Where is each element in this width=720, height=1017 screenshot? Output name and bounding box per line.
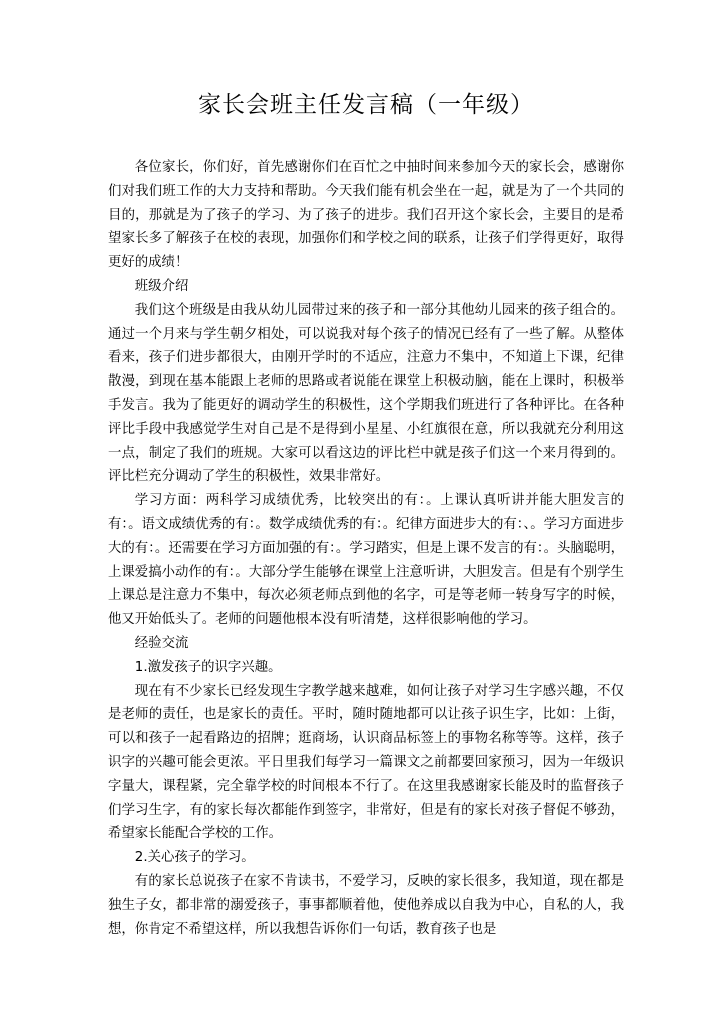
section-heading-class-intro: 班级介绍: [134, 278, 189, 294]
intro-paragraph: 各位家长，你们好，首先感谢你们在百忙之中抽时间来参加今天的家长会，感谢你们对我们班工作的大力支持和帮助。今天我们能有机会坐在一起，就是为了一个共同的目的，那就是为了孩子的学习、为了孩子的进步。我们召开这个家长会，主要目的是希望家长多了解孩子在校的表现，加强你们和学校之间的联系，让孩子们学得更好，取得更好的成绩！: [108, 160, 624, 271]
study-paragraph: 学习方面：两科学习成绩优秀，比较突出的有：。上课认真听讲并能大胆发言的有：。语文成绩优秀的有：。数学成绩优秀的有：。纪律方面进步大的有：、。学习方面进步大的有：。还需要在学习方面加强的有：。学习踏实，但是上课不发言的有：。头脑聪明，上课爱搞小动作的有：。大部分学生能够在课堂上注意听讲，大胆发言。但是有个别学生上课总是注意力不集中，每次必须老师点到他的名字，可是等老师一转身写字的时候，他又开始低头了。老师的问题他根本没有听清楚，这样很影响他的学习。: [108, 493, 624, 628]
section-heading-experience: 经验交流: [134, 635, 189, 651]
literacy-paragraph: 现在有不少家长已经发现生字教学越来越难，如何让孩子对学习生字感兴趣，不仅是老师的责任，也是家长的责任。平时，随时随地都可以让孩子识生字，比如：上街，可以和孩子一起看路边的招牌；逛商场，认识商品标签上的事物名称等等。这样，孩子识字的兴趣可能会更浓。平日里我们每学习一篇课文之前都要回家预习，因为一年级识字量大，课程紧，完全靠学校的时间根本不行了。在这里我感谢家长能及时的监督孩子们学习生字，有的家长每次都能作到签字，非常好，但是有的家长对孩子督促不够劲，希望家长能配合学校的工作。: [108, 683, 624, 842]
document-body: [108, 156, 624, 941]
subheading-care-study: 2.关心孩子的学习。: [134, 850, 255, 866]
document-title: 家长会班主任发言稿（一年级）: [198, 92, 534, 118]
subheading-literacy-interest: 1.激发孩子的识字兴趣。: [134, 659, 282, 675]
class-intro-paragraph: 我们这个班级是由我从幼儿园带过来的孩子和一部分其他幼儿园来的孩子组合的。通过一个月来与学生朝夕相处，可以说我对每个孩子的情况已经有了一些了解。从整体看来，孩子们进步都很大，由刚开学时的不适应，注意力不集中，不知道上下课，纪律散漫，到现在基本能跟上老师的思路或者说能在课堂上积极动脑，能在上课时，积极举手发言。我为了能更好的调动学生的积极性，这个学期我们班进行了各种评比。在各种评比手段中我感觉学生对自己是不是得到小星星、小红旗很在意，所以我就充分利用这一点，制定了我们的班规。大家可以看这边的评比栏中就是孩子们这一个来月得到的。评比栏充分调动了学生的积极性，效果非常好。: [108, 302, 624, 485]
care-study-paragraph: 有的家长总说孩子在家不肯读书，不爱学习，反映的家长很多，我知道，现在都是独生子女，都非常的溺爱孩子，事事都顺着他，使他养成以自我为中心，自私的人，我想，你肯定不希望这样，所以我想告诉你们一句话，教育孩子也是: [108, 873, 624, 937]
